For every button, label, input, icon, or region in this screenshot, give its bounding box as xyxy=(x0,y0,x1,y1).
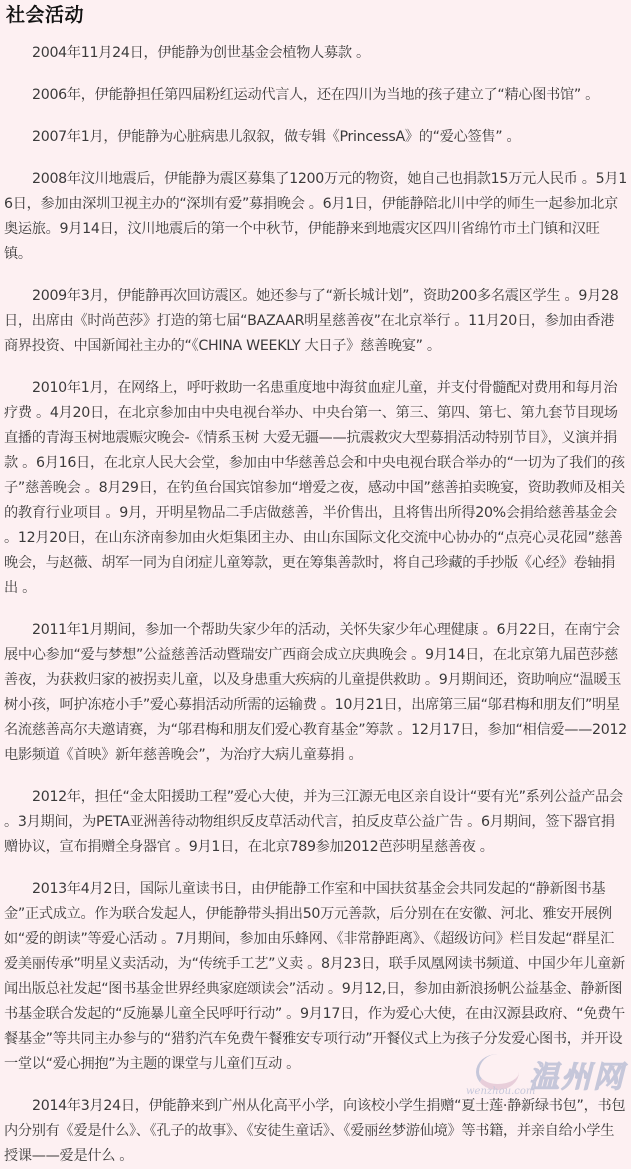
paragraph-2006: 2006年，伊能静担任第四届粉红运动代言人，还在四川为当地的孩子建立了“精心图书馆” 。 xyxy=(32,87,600,103)
paragraph-2011: 2011年1月期间，参加一个帮助失家少年的活动，关怀失家少年心理健康 。6月22日，在南宁会展中心参加“爱与梦想”公益慈善活动暨瑞安广西商会成立庆典晚会 。9月14日，在北京第九届芭莎慈善夜，为获救归家的被拐卖儿童，以及身患重大疾病的儿童提供救助 。9月期间还，资助响应“温暖玉树小孩，呵护冻疮小手”爱心募捐活动所需的运输费 。10月21日，出席第三届“邬君梅和朋友们”明星名流慈善高尔夫邀请赛，为“邬君梅和朋友们爱心教育基金”筹款 。12月17日，参加“相信爱——2012电影频道《首映》新年慈善晚会”，为治疗大病儿童募捐 。 xyxy=(4,622,627,763)
watermark-text-cn: 温州网 xyxy=(529,1060,625,1095)
paragraph-2007: 2007年1月，伊能静为心脏病患儿叙叙，做专辑《PrincessA》的“爱心签售” 。 xyxy=(32,129,521,145)
paragraph-2010: 2010年1月，在网络上，呼吁救助一名患重度地中海贫血症儿童，并支付骨髓配对费用和每月治疗费 。4月20日，在北京参加由中央电视台举办、中央台第一、第三、第四、第七、第九套节目现场直播的青海玉树地震赈灾晚会-《情系玉树 大爱无疆——抗震救灾大型募捐活动特别节目》，义演并捐款 。6月16日，在北京人民大会堂，参加由中华慈善总会和中央电视台联合举办的“一切为了我们的孩子”慈善晚会 。8月29日，在钓鱼台国宾馆参加“增爱之夜，感动中国”慈善拍卖晚宴，资助教师及相关的教育行业项目 。9月，开明星物品二手店做慈善，半价售出，且将售出所得20%会捐给慈善基金会 。12月20日，在山东济南参加由火炬集团主办、由山东国际文化交流中心协办的“点亮心灵花园”慈善晚会，与赵薇、胡军一同为自闭症儿童筹款，更在筹集善款时，将自己珍藏的手抄版《心经》卷轴捐出 。 xyxy=(4,380,625,596)
paragraph-2014: 2014年3月24日，伊能静来到广州从化高平小学，向该校小学生捐赠“夏士莲·静新绿书包”，书包内分别有《爱是什么》、《孔子的故事》、《安徒生童话》、《爱丽丝梦游仙境》等书籍，并亲自给小学生授课——爱是什么 。 xyxy=(4,1098,626,1164)
section-title: 社会活动 xyxy=(6,4,85,26)
paragraph-2004: 2004年11月24日，伊能静为创世基金会植物人募款 。 xyxy=(32,45,370,61)
paragraph-2009: 2009年3月，伊能静再次回访震区。她还参与了“新长城计划”，资助200多名震区学生 。9月28日，出席由《时尚芭莎》打造的第七届“BAZAAR明星慈善夜”在北京举行 。11月20日，参加由香港商界投资、中国新闻社主办的“《CHINA WEEKLY 大日子》慈善晚宴” 。 xyxy=(4,288,619,354)
paragraph-2008: 2008年汶川地震后，伊能静为震区募集了1200万元的物资，她自己也捐款15万元人民币 。5月16日，参加由深圳卫视主办的“深圳有爱”募捐晚会 。6月1日，伊能静陪北川中学的师生一起参加北京奥运旅。9月14日，汶川地震后的第一个中秋节，伊能静来到地震灾区四川省绵竹市土门镇和汉旺镇。 xyxy=(4,171,627,262)
paragraph-2012: 2012年，担任“金太阳援助工程”爱心大使，并为三江源无电区亲自设计“要有光”系列公益产品会 。3月期间，为PETA亚洲善待动物组织反皮草活动代言，拍反皮草公益广告 。6月期间，签下器官捐赠协议，宣布捐赠全身器官 。9月1日，在北京789参加2012芭莎明星慈善夜 。 xyxy=(4,789,623,855)
watermark-text-en: wenzhou.com xyxy=(466,1086,536,1097)
paragraph-2013: 2013年4月2日，国际儿童读书日，由伊能静工作室和中国扶贫基金会共同发起的“静新图书基金”正式成立。作为联合发起人，伊能静带头捐出50万元善款，后分别在在安徽、河北、雅安开展例如“爱的朗读”等爱心活动 。7月期间，参加由乐蜂网、《非常静距离》、《超级访问》栏目发起“群星汇爱美丽传承”明星义卖活动，为“传统手工艺”义卖 。8月23日，联手凤凰网读书频道、中国少年儿童新闻出版总社发起“图书基金世界经典家庭颂读会”活动 。9月12,日，参加由新浪扬帆公益基金、静新图书基金联合发起的“反施暴儿童全民呼吁行动” 。9月17日，作为爱心大使，在由汉源县政府、“免费午餐基金”等共同主办参与的“猎豹汽车免费午餐雅安专项行动”开餐仪式上为孩子分发爱心图书，并开设一堂以“爱心拥抱”为主题的课堂与儿童们互动 。 xyxy=(4,881,625,1072)
